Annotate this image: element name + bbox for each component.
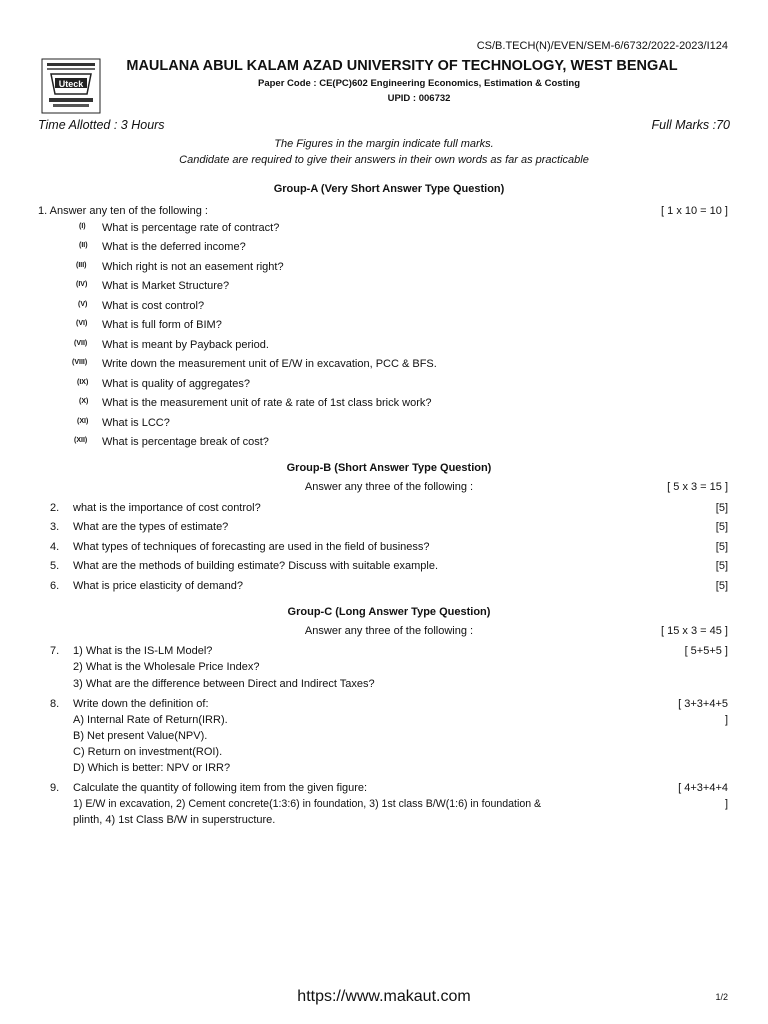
question-text: What are the methods of building estimate? Discuss with suitable example. [73,560,439,572]
group-a-title: Group-A (Very Short Answer Type Question) [273,183,505,195]
group-c-title: Group-C (Long Answer Type Question) [287,606,491,618]
paper-code: Paper Code : CE(PC)602 Engineering Economics, Estimation & Costing [258,78,580,89]
time-allotted: Time Allotted : 3 Hours [38,118,165,132]
question-marks-close: ] [724,714,728,726]
question-line: C) Return on investment(ROI). [73,746,223,758]
question-marks: [5] [715,521,728,533]
question-line: D) Which is better: NPV or IRR? [73,762,231,774]
question-marks: [5] [715,502,728,514]
question-line: A) Internal Rate of Return(IRR). [73,714,228,726]
question-text: What are the types of estimate? [73,521,229,533]
question-item: What is the deferred income? [102,241,246,253]
question-marks: [ 4+3+4+4 [678,782,728,794]
group-a-question: 1. Answer any ten of the following : [38,205,208,217]
page-number: 1/2 [715,992,728,1002]
question-marks: [ 5+5+5 ] [684,645,728,657]
group-b-subtitle: Answer any three of the following : [304,481,474,493]
question-marks: [ 3+3+4+5 [678,698,728,710]
question-number: 7. [50,645,60,657]
question-marks: [5] [715,560,728,572]
question-number: 2. [50,502,60,514]
item-number: (V) [78,301,88,308]
item-number: (XI) [77,418,89,425]
question-number: 8. [50,698,60,710]
university-name: MAULANA ABUL KALAM AZAD UNIVERSITY OF TECHNOLOGY, WEST BENGAL [126,58,678,74]
question-text: What types of techniques of forecasting are used in the field of business? [73,541,430,553]
group-c-marks: [ 15 x 3 = 45 ] [661,625,728,637]
question-item: What is cost control? [102,300,205,312]
question-marks: [5] [715,580,728,592]
question-item: Write down the measurement unit of E/W in excavation, PCC & BFS. [102,358,437,370]
instruction-2: Candidate are required to give their answers in their own words as far as practicable [179,154,589,166]
item-number: (VII) [74,340,88,347]
item-number: (VIII) [72,359,88,366]
question-number: 3. [50,521,60,533]
question-item: Which right is not an easement right? [102,261,284,273]
question-line: 2) What is the Wholesale Price Index? [73,661,260,673]
item-number: (VI) [76,320,88,327]
footer-url-link[interactable]: https://www.makaut.com [297,988,471,1005]
question-number: 6. [50,580,60,592]
question-line: 3) What are the difference between Direct and Indirect Taxes? [73,678,375,690]
item-number: (I) [79,223,86,230]
question-text: what is the importance of cost control? [73,502,261,514]
group-b-title: Group-B (Short Answer Type Question) [286,462,492,474]
question-line: Write down the definition of: [73,698,209,710]
group-a-marks: [ 1 x 10 = 10 ] [661,205,728,217]
paper-id: CS/B.TECH(N)/EVEN/SEM-6/6732/2022-2023/I124 [476,40,728,52]
question-item: What is meant by Payback period. [102,339,269,351]
question-number: 4. [50,541,60,553]
question-number: 9. [50,782,60,794]
question-line: 1) E/W in excavation, 2) Cement concrete(1:3:6) in foundation, 3) 1st class B/W(1:6) in foundation & [73,798,542,810]
question-item: What is Market Structure? [102,280,230,292]
question-item: What is percentage rate of contract? [102,222,280,234]
question-line: Calculate the quantity of following item from the given figure: [73,782,368,794]
item-number: (XII) [74,437,88,444]
question-line: B) Net present Value(NPV). [73,730,208,742]
question-line: plinth, 4) 1st Class B/W in superstructure. [73,814,276,826]
item-number: (IV) [76,281,88,288]
upid: UPID : 006732 [387,93,451,104]
group-c-subtitle: Answer any three of the following : [304,625,474,637]
question-item: What is full form of BIM? [102,319,222,331]
item-number: (X) [79,398,89,405]
question-number: 5. [50,560,60,572]
question-line: 1) What is the IS-LM Model? [73,645,213,657]
question-text: What is price elasticity of demand? [73,580,243,592]
question-item: What is the measurement unit of rate & rate of 1st class brick work? [102,397,432,409]
full-marks: Full Marks :70 [651,118,730,132]
question-marks-close: ] [724,798,728,810]
item-number: (III) [76,262,87,269]
group-b-marks: [ 5 x 3 = 15 ] [667,481,728,493]
svg-text:Uteck: Uteck [58,79,84,89]
question-item: What is LCC? [102,417,170,429]
question-item: What is quality of aggregates? [102,378,250,390]
instruction-1: The Figures in the margin indicate full marks. [274,138,494,150]
question-item: What is percentage break of cost? [102,436,269,448]
question-marks: [5] [715,541,728,553]
item-number: (IX) [77,379,89,386]
item-number: (II) [79,242,88,249]
